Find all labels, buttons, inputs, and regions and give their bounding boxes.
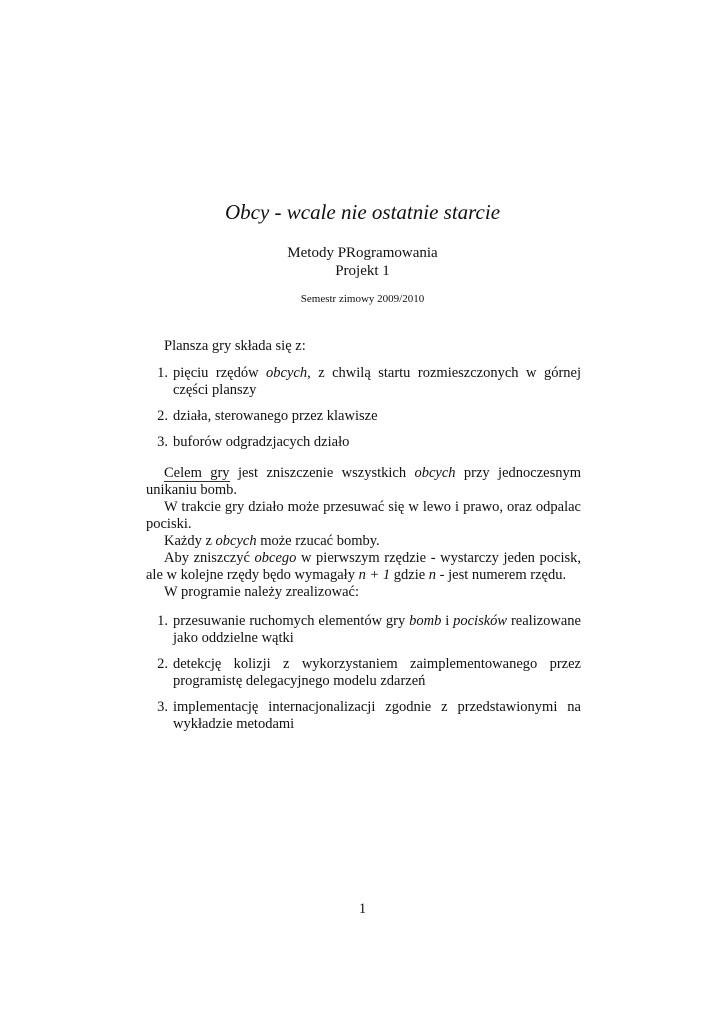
list-item xyxy=(146,656,581,690)
list-text: działa, sterowanego przez klawisze xyxy=(173,408,378,424)
list-text: pięciu rzędów xyxy=(173,365,267,381)
destroy-emphasis: obcego xyxy=(254,550,297,566)
list-item xyxy=(146,613,581,647)
course-name: Metody PRogramowania xyxy=(287,245,438,261)
list-item xyxy=(146,408,581,425)
list-text: realizowane jako oddzielne wątki xyxy=(173,613,581,646)
project-label: Projekt 1 xyxy=(335,263,390,279)
list-item xyxy=(146,365,581,399)
list-text: buforów odgradzjacych działo xyxy=(173,434,350,450)
page-number: 1 xyxy=(358,901,367,917)
list-number: 1. xyxy=(157,365,168,381)
destroy-text: - jest numerem rzędu. xyxy=(436,567,567,583)
goal-paragraph xyxy=(146,465,581,499)
document-title: Obcy - wcale nie ostatnie starcie xyxy=(224,200,501,224)
list-number: 3. xyxy=(157,699,168,715)
semester-label: Semestr zimowy 2009/2010 xyxy=(300,293,425,305)
movement-paragraph: W trakcie gry działo może przesuwać się w lewo i prawo, oraz odpalac pociski. xyxy=(146,499,581,532)
requirements-list xyxy=(146,613,581,733)
board-elements-list xyxy=(146,365,581,451)
list-emphasis: bomb xyxy=(409,613,442,629)
destroy-text: w pierwszym rzędzie - wystarczy jeden pocisk, ale w kolejne rzędy będo wymagały xyxy=(146,550,581,583)
math-expression: n + 1 xyxy=(358,567,391,583)
destroy-paragraph xyxy=(146,550,581,584)
goal-text: przy jednoczesnym unikaniu bomb. xyxy=(146,465,581,498)
list-text: , z chwilą startu rozmieszczonych w górnej części planszy xyxy=(173,365,581,398)
destroy-text: gdzie xyxy=(390,567,429,583)
list-text: implementację internacjonalizacji zgodnie z przedstawionymi na wykładzie metodami xyxy=(173,699,581,732)
list-number: 2. xyxy=(157,656,168,672)
list-item xyxy=(146,434,581,451)
program-paragraph: W programie należy zrealizować: xyxy=(164,584,359,600)
list-text: i xyxy=(441,613,454,629)
bombs-text: Każdy z xyxy=(164,533,216,549)
bombs-emphasis: obcych xyxy=(215,533,257,549)
list-number: 1. xyxy=(157,613,168,629)
goal-text: jest zniszczenie wszystkich xyxy=(229,465,415,481)
list-emphasis: obcych xyxy=(266,365,308,381)
intro-paragraph: Plansza gry składa się z: xyxy=(164,338,306,354)
math-variable: n xyxy=(428,567,437,583)
list-item xyxy=(146,699,581,733)
bombs-paragraph xyxy=(146,533,581,550)
destroy-text: Aby zniszczyć xyxy=(164,550,255,566)
list-text: detekcję kolizji z wykorzystaniem zaimplementowanego przez programistę delegacyjnego modelu zdarzeń xyxy=(173,656,581,689)
document-body xyxy=(146,338,581,743)
list-number: 2. xyxy=(157,408,168,424)
list-emphasis: pocisków xyxy=(453,613,508,629)
goal-underlined-text: Celem gry xyxy=(164,465,230,481)
list-number: 3. xyxy=(157,434,168,450)
bombs-text: może rzucać bomby. xyxy=(256,533,380,549)
goal-emphasis: obcych xyxy=(414,465,456,481)
list-text: przesuwanie ruchomych elementów gry xyxy=(173,613,410,629)
